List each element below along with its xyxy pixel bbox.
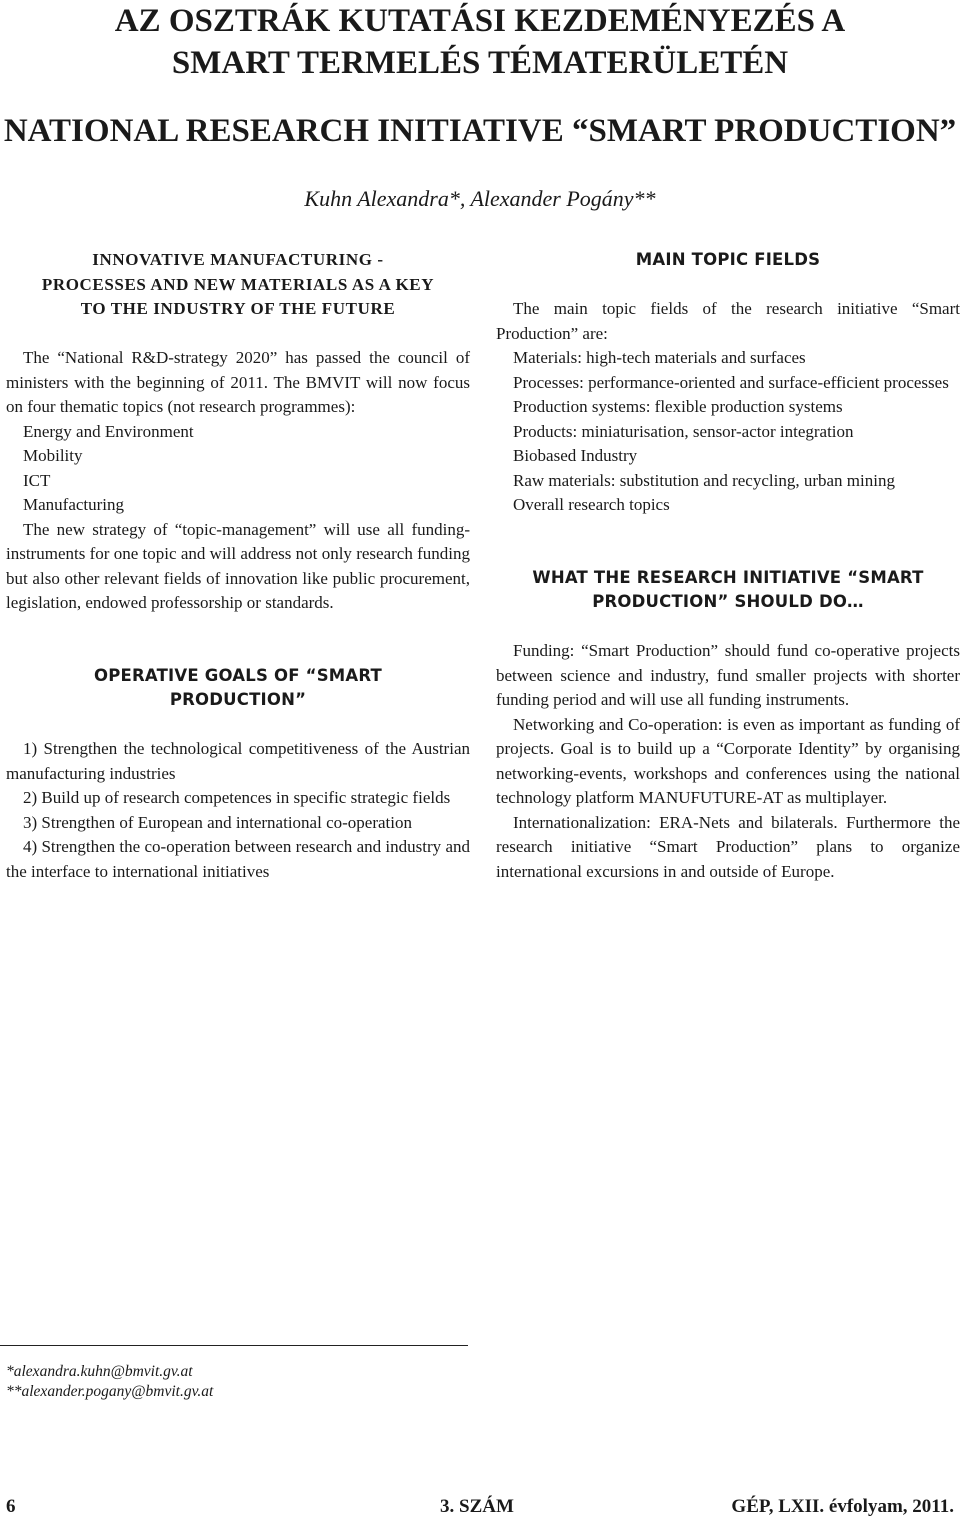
paragraph-topic-management: The new strategy of “topic-management” will use all funding-instruments for one topic and will address not only research funding but also other relevant fields of innovation like public procurement, legislation, endowed professorship or standards. — [6, 519, 470, 612]
section-heading-what-initiative-should-do: WHAT THE RESEARCH INITIATIVE “SMART PRODUCTION” SHOULD DO… — [532, 567, 924, 611]
topic-field-item: Overall research topics — [513, 495, 670, 514]
paragraph-strategy-intro: The “National R&D-strategy 2020” has passed the council of ministers with the beginning of 2011. The BMVIT will now focus on four thematic topics (not research programmes): — [6, 348, 470, 416]
paragraph-topic-fields-intro: The main topic fields of the research initiative “Smart Production” are: — [496, 299, 960, 343]
authors: Kuhn Alexandra*, Alexander Pogány** — [304, 186, 656, 211]
goal-item: 1) Strengthen the technological competitiveness of the Austrian manufacturing industries — [6, 739, 470, 783]
topic-item: Mobility — [23, 446, 83, 465]
topic-item: ICT — [23, 470, 51, 490]
topic-field-item: Products: miniaturisation, sensor-actor integration — [513, 421, 854, 441]
title-hungarian — [0, 0, 960, 84]
right-column — [496, 248, 960, 884]
section-heading-main-topic-fields: MAIN TOPIC FIELDS — [635, 250, 821, 269]
paragraph-networking: Networking and Co-operation: is even as important as funding of projects. Goal is to build up a “Corporate Identity” by organising networking-events, workshops and conferences using the national technology platform MANUFUTURE-AT as multiplayer. — [496, 714, 960, 807]
topic-field-item: Biobased Industry — [513, 446, 638, 465]
paragraph-funding: Funding: “Smart Production” should fund co-operative projects between science and industry, fund smaller projects with shorter funding period and will use all funding instruments. — [496, 641, 960, 709]
topic-field-item: Raw materials: substitution and recycling, urban mining — [513, 470, 895, 490]
issue-number: 3. SZÁM — [440, 1496, 514, 1517]
footnote-email-kuhn: *alexandra.kuhn@bmvit.gv.at — [6, 1363, 193, 1380]
title-hu-line2: SMART TERMELÉS TÉMATERÜLETÉN — [171, 45, 789, 81]
section-heading-operative-goals: OPERATIVE GOALS OF “SMART PRODUCTION” — [94, 665, 382, 709]
topic-item: Energy and Environment — [23, 421, 194, 441]
topic-field-item: Processes: performance-oriented and surface-efficient processes — [513, 372, 949, 392]
goal-item: 3) Strengthen of European and international co-operation — [23, 812, 412, 832]
left-column — [6, 248, 470, 884]
title-english: NATIONAL RESEARCH INITIATIVE “SMART PRODUCTION” — [3, 113, 957, 149]
journal-info: GÉP, LXII. évfolyam, 2011. — [731, 1496, 954, 1517]
goal-item: 2) Build up of research competences in specific strategic fields — [23, 788, 451, 807]
paragraph-internationalization: Internationalization: ERA-Nets and bilaterals. Furthermore the research initiative “Smart Production” plans to organize international excursions in and outside of Europe. — [496, 812, 960, 881]
topic-field-item: Production systems: flexible production systems — [513, 397, 843, 416]
page-number: 6 — [6, 1496, 16, 1517]
footnote-email-pogany: **alexander.pogany@bmvit.gv.at — [6, 1383, 214, 1400]
footnote-divider — [0, 1345, 468, 1346]
goal-item: 4) Strengthen the co-operation between research and industry and the interface to international initiatives — [6, 837, 470, 881]
section-heading-innovative-manufacturing: INNOVATIVE MANUFACTURING - PROCESSES AND NEW MATERIALS AS A KEY TO THE INDUSTRY OF THE FUTURE — [41, 250, 435, 318]
title-hu-line1: AZ OSZTRÁK KUTATÁSI KEZDEMÉNYEZÉS A — [114, 3, 846, 39]
topic-item: Manufacturing — [23, 495, 125, 514]
topic-field-item: Materials: high-tech materials and surfaces — [513, 348, 806, 367]
